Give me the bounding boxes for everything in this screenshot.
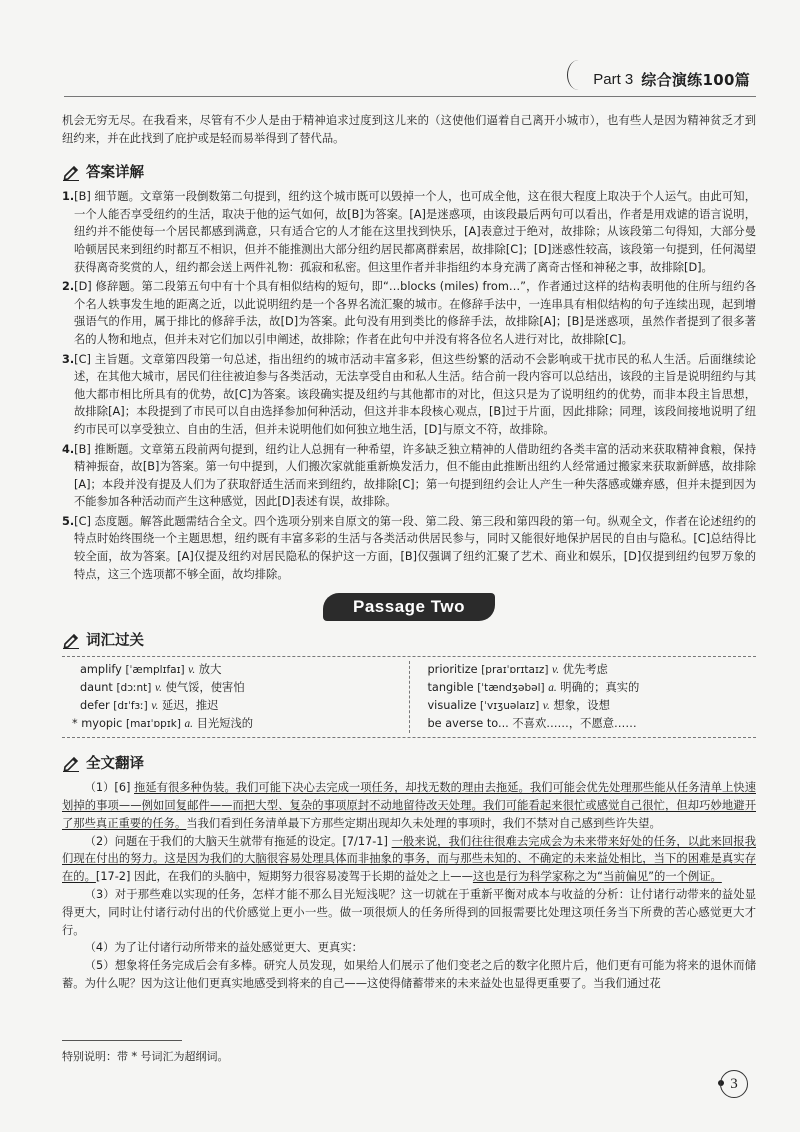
vocab-word: prioritize: [427, 663, 478, 677]
vocab-ipa: [praɪˈɒrɪtaɪz]: [481, 664, 549, 677]
answers-list: [62, 188, 756, 583]
translation-body: [62, 779, 756, 993]
pencil-icon: [62, 631, 80, 649]
translation-heading-text: 全文翻译: [86, 756, 144, 773]
translation-paragraph: [62, 779, 756, 832]
vocab-entry: [72, 715, 391, 733]
intro-paragraph: 机会无穷无尽。在我看来，尽管有不少人是由于精神追求过度到这儿来的（这使他们逼着自己离开小城市），也有些人是因为精神贫乏才到纽约来，并在此找到了庇护或是轻而易举得到了替代品。: [62, 114, 756, 145]
vocab-entry: [80, 661, 391, 679]
vocab-meaning: 优先考虑: [562, 663, 608, 677]
vocab-meaning: 明确的；真实的: [560, 681, 640, 695]
vocab-meaning: 放大: [198, 663, 222, 677]
footnote: 特别说明：带 * 号词汇为超纲词。: [62, 1050, 229, 1063]
answer-text: [C] 态度题。解答此题需结合全文。四个选项分别来自原文的第一段、第二段、第三段和第四段的第一句。纵观全文，作者在论述纽约的特点时始终围绕一个主题思想，纽约既有丰富多彩的生活与各类活动供居民参与，同时又能很好地保护居民的自由与隐私。[C]总结得比较全面，故为答案。[A]仅提及纽约对居民隐私的保护这一方面，[B]仅强调了纽约汇聚了艺术、商业和娱乐，[D]仅提到纽约包罗万象的特点，这三个选项都不够全面，故均排除。: [74, 514, 756, 581]
translation-paragraph: [62, 833, 756, 886]
translation-paragraph: （4）为了让付诸行动所带来的益处感觉更大、更真实：: [84, 941, 363, 955]
pencil-icon: [62, 163, 80, 181]
vocab-pos: v.: [188, 664, 196, 677]
underlined-text: 一般来说，我们往往很难去完成会为未来带来好处的任务，以此来回报我们现在付出的努力。这是因为我们的大脑很容易处理具体而非抽象的事务，而与那些未知的、不确定的未来益处相比，当下的困难是真实存在的。: [62, 834, 756, 884]
passage-banner-wrap: [62, 593, 756, 621]
vocab-pos: v.: [154, 682, 162, 695]
header-title: 综合演练100篇: [641, 70, 750, 89]
vocab-ipa: [dɔːnt]: [116, 682, 152, 695]
vocab-meaning: 延迟，推迟: [161, 699, 219, 713]
vocab-entry: [428, 661, 739, 679]
vocab-pos: v.: [542, 700, 550, 713]
answer-item: [62, 351, 756, 439]
pencil-icon: [62, 754, 80, 772]
answer-text: [B] 细节题。文章第一段倒数第二句提到，纽约这个城市既可以毁掉一个人，也可成全他，这在很大程度上取决于个人运气。由此可知，一个人能否享受纽约的生活，取决于他的运气如何，故[B]为答案。[A]是迷惑项，由该段最后两句可以看出，作者是用戏谑的语言说明，纽约并不能使每一个居民都感到满意，只有适合它的人才能在这里找到快乐，[A]表意过于绝对，故排除；从该段第二句得知，大部分曼哈顿居民来到纽约时都互不相识，但并不能推测出大部分纽约居民都离群索居，故排除[C]；[D]迷惑性较高，该段第一句提到，任何渴望获得离奇奖赏的人，纽约都会送上两件礼物：孤寂和私密。但这里作者并非指纽约本身充满了离奇古怪和神秘之事，故排除[D]。: [74, 190, 756, 274]
paragraph-middle: [17-2] 因此，在我们的头脑中，短期努力很容易凌驾于长期的益处之上——: [95, 870, 473, 884]
vocab-word: amplify: [80, 663, 122, 677]
vocab-ipa: [ˈtændʒəbəl]: [477, 682, 545, 695]
paragraph-tail: 当我们看到任务清单最下方那些定期出现却久未处理的事项时，我们不禁对自己感到些许失望。: [186, 816, 661, 830]
paragraph-lead: （1）[6]: [84, 781, 135, 795]
paragraph-lead: （2）问题在于我们的大脑天生就带有拖延的设定。[7/17-1]: [84, 834, 392, 848]
answer-number: 5.: [62, 514, 75, 528]
answer-text: [B] 推断题。文章第五段前两句提到，纽约让人总拥有一种希望，许多缺乏独立精神的人借助纽约各类丰富的活动来获取精神食粮，保持精神振奋，故[B]为答案。第一句中提到，人们搬次家就能重新焕发活力，但不能由此推断出纽约人经常通过搬家来获取新鲜感，故排除[A]；本段并没有提及人们为了获取舒适生活而来到纽约，故排除[C]；第一句提到纽约会让人产生一种失落感或嫌弃感，但并未提到因为不能参加各种活动而产生这种感觉，因此[D]表述有误，故排除。: [74, 442, 756, 509]
vocab-meaning: 目光短浅的: [196, 717, 254, 731]
answer-number: 3.: [62, 352, 75, 366]
answer-item: [62, 188, 756, 276]
vocab-pos: v.: [552, 664, 560, 677]
answer-number: 4.: [62, 442, 75, 456]
page-content: [62, 112, 756, 993]
header-decoration: [567, 60, 590, 90]
translation-paragraph: （3）对于那些难以实现的任务，怎样才能不那么目光短浅呢？这一切就在于重新平衡对成本与收益的分析：让付诸行动带来的益处显得更大，同时让付诸行动付出的代价感觉上更小一些。做一项很烦人的任务所得到的回报需要比处理这项任务当下所费的苦心感觉更大才行。: [62, 888, 756, 937]
vocab-pos: v.: [151, 700, 159, 713]
passage-banner: Passage Two: [323, 593, 495, 621]
vocab-heading: [62, 629, 756, 650]
vocab-entry: [80, 679, 391, 697]
vocab-star: *: [72, 717, 78, 731]
answers-heading-text: 答案详解: [86, 165, 144, 182]
vocab-meaning: 不喜欢……，不愿意……: [512, 717, 637, 731]
answers-heading: [62, 161, 756, 182]
answer-number: 2.: [62, 280, 75, 294]
vocab-pos: a.: [548, 682, 557, 695]
header-part: Part 3: [593, 70, 634, 88]
vocab-word: daunt: [80, 681, 113, 695]
answer-item: [62, 278, 756, 348]
vocab-pos: a.: [184, 718, 194, 731]
answer-item: [62, 441, 756, 511]
vocab-entry: [428, 715, 739, 733]
vocab-word: defer: [80, 699, 110, 713]
underlined-text: 拖延有很多种伪装。我们可能下决心去完成一项任务，却找无数的理由去拖延。我们可能会优先处理那些能从任务清单上快速划掉的事项——例如回复邮件——而把大型、复杂的事项原封不动地留待改天处理。我们可能看起来很忙或感觉自己很忙，但却巧妙地避开了那些真正重要的任务。: [62, 781, 756, 830]
answer-number: 1.: [62, 190, 75, 204]
vocab-word: visualize: [427, 699, 477, 713]
vocab-meaning: 使气馁，使害怕: [165, 681, 245, 695]
page-number: 3: [720, 1070, 748, 1098]
page-header: [593, 62, 750, 96]
answer-item: [62, 513, 756, 583]
vocab-ipa: [dɪˈfɜː]: [113, 700, 148, 713]
translation-heading: [62, 752, 756, 773]
header-rule: [64, 96, 756, 97]
answer-text: [C] 主旨题。文章第四段第一句总述，指出纽约的城市活动丰富多彩，但这些纷繁的活动不会影响或干扰市民的私人生活。后面继续论述，在其他大城市，居民们往往被迫参与各类活动，无法享受自由和私人生活。结合前一段内容可以总结出，该段的主旨是说明纽约与其他大都市相比所具有的优势，故[C]为答案。该段确实提及纽约与其他都市的对比，但这只是为了说明纽约的优势，而非本段主旨思想，故排除[A]；本段提到了市民可以自由选择参加何种活动，但这并非本段核心观点，[B]过于片面，因此排除；同理，该段间接地说明了纽约市民可以享受独立、自由的生活，但并未说明他们如何独立地生活，[D]与原文不符，故排除。: [74, 352, 756, 436]
vocab-word: be averse to...: [427, 717, 509, 731]
vocab-meaning: 想象，设想: [553, 699, 610, 713]
vocab-word: myopic: [81, 717, 123, 731]
answer-text: [D] 修辞题。第二段第五句中有十个具有相似结构的短句，即“…blocks (miles) from…”，作者通过这样的结构表明他的住所与纽约各个名人轶事发生地的距离之近，以此说明纽约是一个各界名流汇聚的城市。在修辞手法中，一连串具有相似结构的句子连续出现，起到增强语气的作用，属于排比的修辞手法，故[D]为答案。此句没有用到类比的修辞手法，故排除[A]；[B]是迷惑项，虽然作者提到了很多著名的人物和地点，但并未对它们加以引申阐述，故排除；作者在此句中并没有将各位名人进行对比，故排除[C]。: [74, 280, 756, 346]
vocab-entry: [80, 697, 391, 715]
footnote-rule: [62, 1040, 182, 1041]
vocab-word: tangible: [427, 681, 474, 695]
vocab-column-left: [62, 661, 410, 733]
vocab-table: [62, 656, 756, 738]
underlined-text: 这也是行为科学家称之为“当前偏见”的一个例证。: [472, 870, 722, 884]
vocab-ipa: [maɪˈɒpɪk]: [125, 718, 181, 731]
translation-paragraph: （5）想象将任务完成后会有多棒。研究人员发现，如果给人们展示了他们变老之后的数字化照片后，他们更有可能为将来的退休而储蓄。为什么呢？因为这让他们更真实地感受到将来的自己——这使得储蓄带来的未来益处也显得更重要了。当我们通过花: [62, 959, 756, 991]
vocab-heading-text: 词汇过关: [86, 633, 144, 650]
vocab-ipa: [ˈvɪʒuəlaɪz]: [480, 700, 540, 713]
vocab-ipa: [ˈæmplɪfaɪ]: [125, 664, 185, 677]
vocab-entry: [428, 697, 739, 715]
vocab-entry: [428, 679, 739, 697]
vocab-column-right: [410, 661, 757, 733]
